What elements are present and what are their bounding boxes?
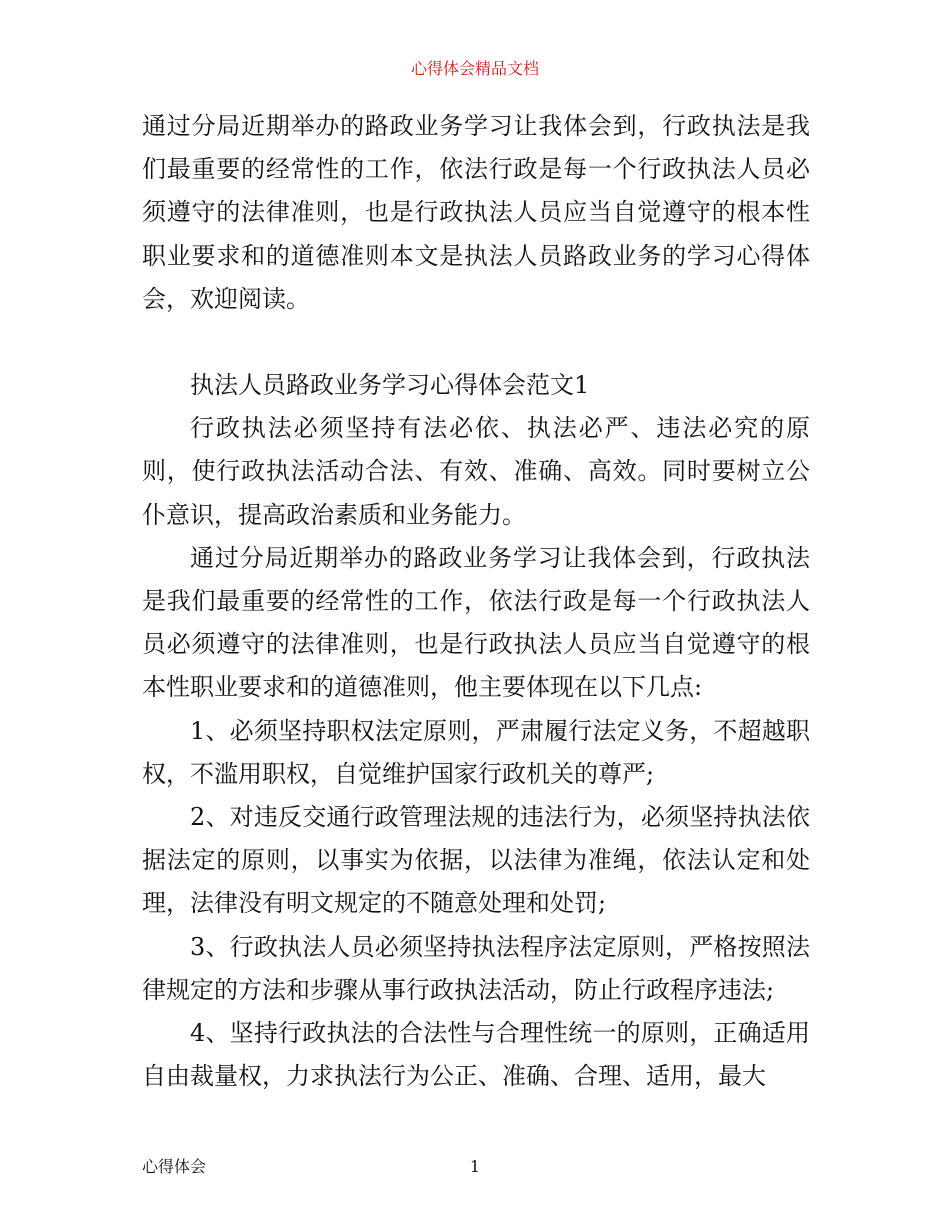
page-number: 1 — [469, 1157, 481, 1176]
page-header-title: 心得体会精品文档 — [410, 59, 539, 78]
list-item: 3、行政执法人员必须坚持执法程序法定原则，严格按照法律规定的方法和步骤从事行政执法活动，防止行政程序违法; — [142, 932, 810, 1004]
body-paragraph: 行政执法必须坚持有法必依、执法必严、违法必究的原则，使行政执法活动合法、有效、准确、高效。同时要树立公仆意识，提高政治素质和业务能力。 — [142, 414, 810, 529]
footer-label: 心得体会 — [142, 1157, 207, 1176]
list-item: 2、对违反交通行政管理法规的违法行为，必须坚持执法依据法定的原则，以事实为依据，以法律为准绳，依法认定和处理，法律没有明文规定的不随意处理和处罚; — [142, 803, 810, 918]
section-heading: 执法人员路政业务学习心得体会范文1 — [190, 371, 590, 400]
body-paragraph: 通过分局近期举办的路政业务学习让我体会到，行政执法是我们最重要的经常性的工作，依法行政是每一个行政执法人员必须遵守的法律准则，也是行政执法人员应当自觉遵守的根本性职业要求和的道德准则，他主要体现在以下几点: — [142, 543, 810, 702]
intro-paragraph: 通过分局近期举办的路政业务学习让我体会到，行政执法是我们最重要的经常性的工作，依法行政是每一个行政执法人员必须遵守的法律准则，也是行政执法人员应当自觉遵守的根本性职业要求和的道德准则本文是执法人员路政业务的学习心得体会，欢迎阅读。 — [142, 112, 810, 313]
list-item: 4、坚持行政执法的合法性与合理性统一的原则，正确适用自由裁量权，力求执法行为公正、准确、合理、适用，最大 — [142, 1019, 810, 1091]
list-item: 1、必须坚持职权法定原则，严肃履行法定义务，不超越职权，不滥用职权，自觉维护国家行政机关的尊严; — [142, 716, 810, 788]
document-body — [142, 105, 810, 1098]
